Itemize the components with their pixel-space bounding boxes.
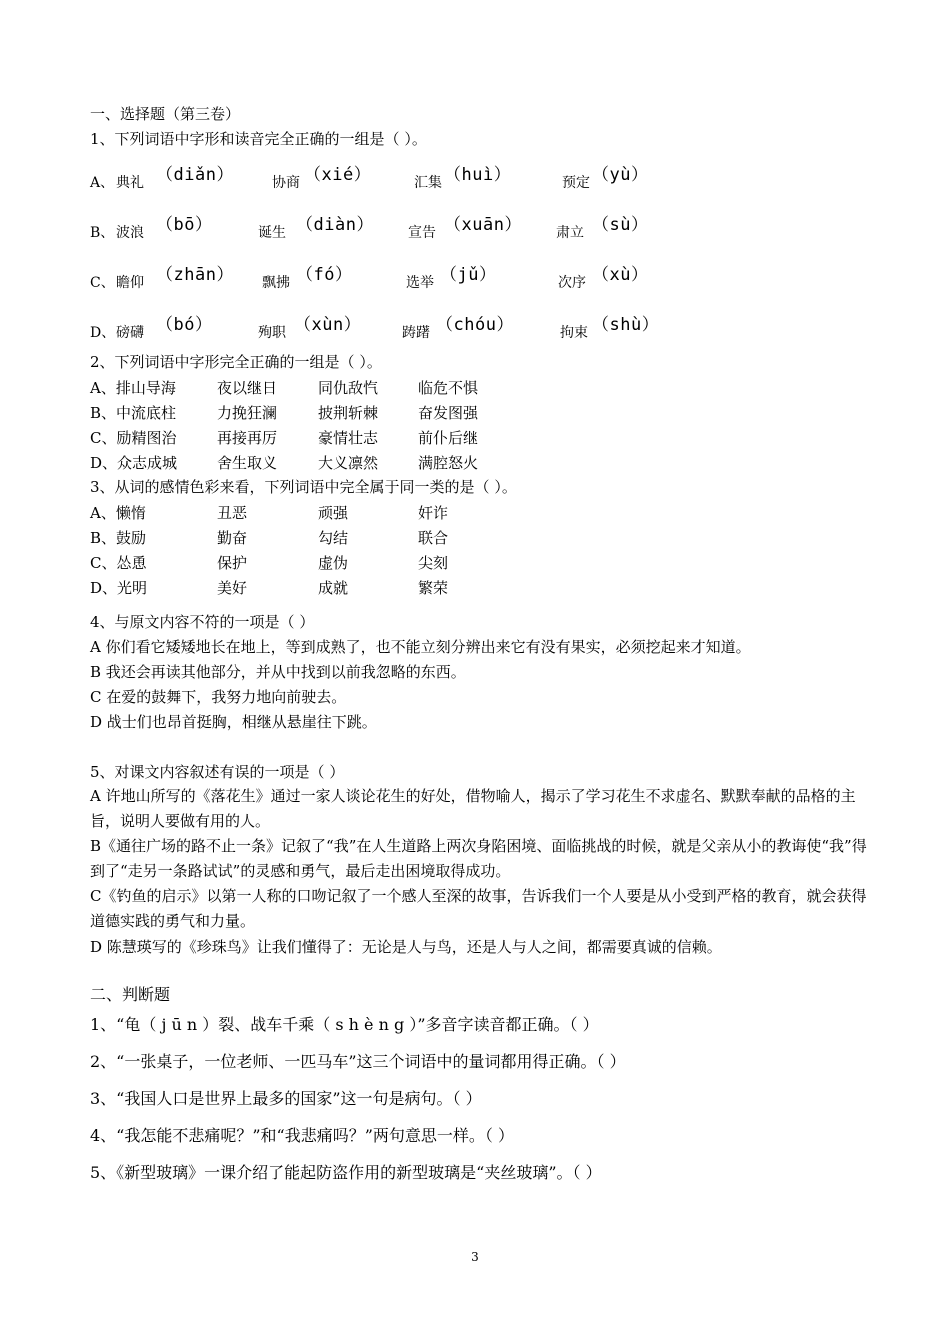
q3-cell: 成就 — [318, 579, 349, 597]
question-4-stem: 4、与原文内容不符的一项是（ ） — [90, 613, 315, 631]
q2-cell: 前仆后继 — [418, 429, 479, 447]
q5-option-b: B《通往广场的路不止一条》记叙了“我”在人生道路上两次身陷困境、面临挑战的时候，就是父亲从小的教诲使“我”得到了“走另一条路试试”的灵感和勇气，最后走出困境取得成功。 — [90, 837, 867, 880]
q2-cell: 夜以继日 — [217, 379, 278, 397]
page-number: 3 — [471, 1250, 479, 1264]
option-pinyin: （bō） — [156, 215, 213, 235]
q1-option-b — [90, 210, 790, 250]
q4-option-d: D 战士们也昂首挺胸，相继从悬崖往下跳。 — [90, 713, 377, 731]
option-pinyin: （diǎn） — [156, 165, 234, 185]
option-pinyin: （diàn） — [296, 215, 374, 235]
q3-cell: 丑恶 — [217, 504, 248, 522]
q2-cell: C、励精图治 — [90, 429, 177, 447]
q2-cell: 大义凛然 — [318, 454, 379, 472]
q2-cell: 豪情壮志 — [318, 429, 379, 447]
question-3-stem: 3、从词的感情色彩来看，下列词语中完全属于同一类的是（ ）。 — [90, 478, 517, 496]
option-letter: A、 — [90, 175, 115, 191]
option-pinyin: （xù） — [592, 265, 649, 285]
q3-cell: C、怂恿 — [90, 554, 147, 572]
q3-cell: 尖刻 — [418, 554, 449, 572]
q2-cell: 再接再厉 — [217, 429, 278, 447]
option-letter: B、 — [90, 225, 115, 241]
option-word: 波浪 — [116, 225, 144, 241]
option-pinyin: （fó） — [296, 265, 353, 285]
q4-option-a: A 你们看它矮矮地长在地上，等到成熟了，也不能立刻分辨出来它有没有果实，必须挖起来才知道。 — [90, 638, 751, 656]
option-pinyin: （chóu） — [436, 315, 514, 335]
q5-option-a: A 许地山所写的《落花生》通过一家人谈论花生的好处，借物喻人，揭示了学习花生不求虚名、默默奉献的品格的主旨，说明人要做有用的人。 — [90, 787, 856, 830]
option-letter: D、 — [90, 325, 116, 341]
section-2-heading: 二、判断题 — [90, 985, 171, 1004]
option-pinyin: （yù） — [592, 165, 649, 185]
q1-option-d — [90, 310, 790, 350]
q2-cell: 披荆斩棘 — [318, 404, 379, 422]
judge-item-5: 5、《新型玻璃》一课介绍了能起防盗作用的新型玻璃是“夹丝玻璃”。（ ） — [90, 1163, 602, 1182]
q3-cell: 奸诈 — [418, 504, 449, 522]
judge-item-1: 1、“龟（ j ū n ）裂、战车千乘（ s h è n g ）”多音字读音都正确。（ ） — [90, 1015, 599, 1034]
option-pinyin: （sù） — [592, 215, 649, 235]
q2-cell: 临危不惧 — [418, 379, 479, 397]
option-pinyin: （zhān） — [156, 265, 234, 285]
option-word: 飘拂 — [262, 275, 290, 291]
q3-cell: 联合 — [418, 529, 449, 547]
option-pinyin: （xié） — [304, 165, 372, 185]
q5-option-d: D 陈慧瑛写的《珍珠鸟》让我们懂得了：无论是人与鸟，还是人与人之间，都需要真诚的信赖。 — [90, 938, 722, 956]
judge-item-4: 4、“我怎能不悲痛呢？”和“我悲痛吗？”两句意思一样。（ ） — [90, 1126, 514, 1145]
q2-cell: 奋发图强 — [418, 404, 479, 422]
option-pinyin: （jǔ） — [440, 265, 497, 285]
q4-option-c: C 在爱的鼓舞下，我努力地向前驶去。 — [90, 688, 347, 706]
q2-cell: 满腔怒火 — [418, 454, 479, 472]
option-word: 汇集 — [414, 175, 442, 191]
q3-cell: 顽强 — [318, 504, 349, 522]
q3-cell: 繁荣 — [418, 579, 449, 597]
q3-cell: D、光明 — [90, 579, 148, 597]
q1-option-a — [90, 160, 790, 200]
question-5-stem: 5、对课文内容叙述有误的一项是（ ） — [90, 763, 345, 781]
judge-item-2: 2、“一张桌子，一位老师、一匹马车”这三个词语中的量词都用得正确。（ ） — [90, 1052, 626, 1071]
question-1-stem: 1、下列词语中字形和读音完全正确的一组是（ ）。 — [90, 130, 427, 148]
option-pinyin: （shù） — [592, 315, 660, 335]
option-word: 磅礴 — [116, 325, 144, 341]
q2-cell: 力挽狂澜 — [217, 404, 278, 422]
option-pinyin: （huì） — [444, 165, 512, 185]
section-1-heading: 一、选择题（第三卷） — [90, 105, 241, 123]
q2-cell: 同仇敌忾 — [318, 379, 379, 397]
q2-cell: D、众志成城 — [90, 454, 178, 472]
option-word: 预定 — [562, 175, 590, 191]
q2-cell: B、中流底柱 — [90, 404, 177, 422]
q4-option-b: B 我还会再读其他部分，并从中找到以前我忽略的东西。 — [90, 663, 466, 681]
option-letter: C、 — [90, 275, 115, 291]
q1-option-c — [90, 260, 790, 300]
option-word: 殉职 — [258, 325, 286, 341]
option-word: 宣告 — [408, 225, 436, 241]
q3-cell: A、懒惰 — [90, 504, 146, 522]
option-word: 次序 — [558, 275, 586, 291]
option-word: 瞻仰 — [116, 275, 144, 291]
option-pinyin: （xuān） — [444, 215, 522, 235]
q3-cell: 保护 — [217, 554, 248, 572]
option-word: 协商 — [272, 175, 300, 191]
q3-cell: B、鼓励 — [90, 529, 147, 547]
q2-cell: A、排山导海 — [90, 379, 176, 397]
q3-cell: 虚伪 — [318, 554, 349, 572]
question-2-stem: 2、下列词语中字形完全正确的一组是（ ）。 — [90, 353, 382, 371]
q3-cell: 勤奋 — [217, 529, 248, 547]
option-word: 诞生 — [258, 225, 286, 241]
q5-option-c: C《钓鱼的启示》以第一人称的口吻记叙了一个感人至深的故事，告诉我们一个人要是从小受到严格的教育，就会获得道德实践的勇气和力量。 — [90, 887, 867, 930]
option-word: 肃立 — [556, 225, 584, 241]
q2-cell: 舍生取义 — [217, 454, 278, 472]
option-word: 踌躇 — [402, 325, 430, 341]
option-word: 拘束 — [560, 325, 588, 341]
q3-cell: 美好 — [217, 579, 248, 597]
option-pinyin: （xùn） — [294, 315, 362, 335]
judge-item-3: 3、“我国人口是世界上最多的国家”这一句是病句。（ ） — [90, 1089, 482, 1108]
option-pinyin: （bó） — [156, 315, 213, 335]
option-word: 典礼 — [116, 175, 144, 191]
option-word: 选举 — [406, 275, 434, 291]
q3-cell: 勾结 — [318, 529, 349, 547]
